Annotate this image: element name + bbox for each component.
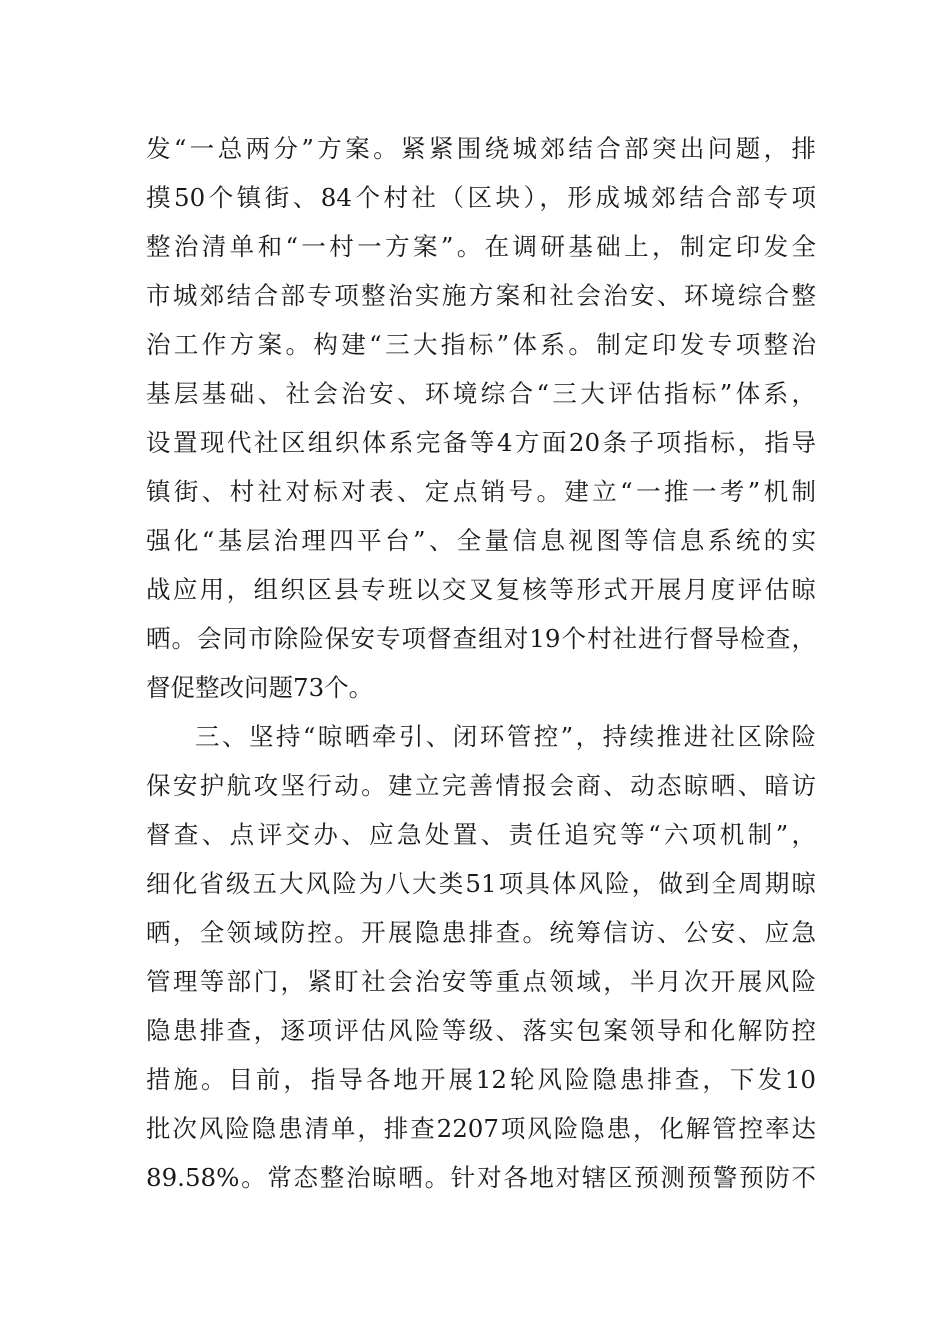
text-line: 整治清单和“一村一方案”。在调研基础上，制定印发全	[146, 232, 816, 261]
text-line: 隐患排查，逐项评估风险等级、落实包案领导和化解防控	[146, 1016, 816, 1045]
text-line: 基层基础、社会治安、环境综合“三大评估指标”体系，	[146, 379, 816, 408]
text-line: 镇街、村社对标对表、定点销号。建立“一推一考”机制	[146, 477, 816, 506]
text-line: 发“一总两分”方案。紧紧围绕城郊结合部突出问题，排	[146, 134, 816, 163]
text-line: 89.58%。常态整治晾晒。针对各地对辖区预测预警预防不	[146, 1163, 816, 1192]
text-line: 督促整改问题73个。	[146, 673, 374, 702]
text-line: 强化“基层治理四平台”、全量信息视图等信息系统的实	[146, 526, 816, 555]
text-line: 晒，全领域防控。开展隐患排查。统筹信访、公安、应急	[146, 918, 816, 947]
text-line: 批次风险隐患清单，排查2207项风险隐患，化解管控率达	[146, 1114, 816, 1143]
text-line: 保安护航攻坚行动。建立完善情报会商、动态晾晒、暗访	[146, 771, 816, 800]
body-text	[146, 124, 816, 1202]
text-line: 治工作方案。构建“三大指标”体系。制定印发专项整治	[146, 330, 816, 359]
text-line: 摸50个镇街、84个村社（区块），形成城郊结合部专项	[146, 183, 816, 212]
text-line: 三、坚持“晾晒牵引、闭环管控”，持续推进社区除险	[195, 722, 816, 751]
text-line: 晒。会同市除险保安专项督查组对19个村社进行督导检查，	[146, 624, 816, 653]
text-line: 细化省级五大风险为八大类51项具体风险，做到全周期晾	[146, 869, 816, 898]
text-line: 督查、点评交办、应急处置、责任追究等“六项机制”，	[146, 820, 816, 849]
text-line: 措施。目前，指导各地开展12轮风险隐患排查，下发10	[146, 1065, 816, 1094]
paragraph-2	[146, 712, 816, 1202]
text-line: 设置现代社区组织体系完备等4方面20条子项指标，指导	[146, 428, 816, 457]
paragraph-1	[146, 124, 816, 712]
text-line: 管理等部门，紧盯社会治安等重点领域，半月次开展风险	[146, 967, 816, 996]
text-line: 战应用，组织区县专班以交叉复核等形式开展月度评估晾	[146, 575, 816, 604]
text-line: 市城郊结合部专项整治实施方案和社会治安、环境综合整	[146, 281, 816, 310]
